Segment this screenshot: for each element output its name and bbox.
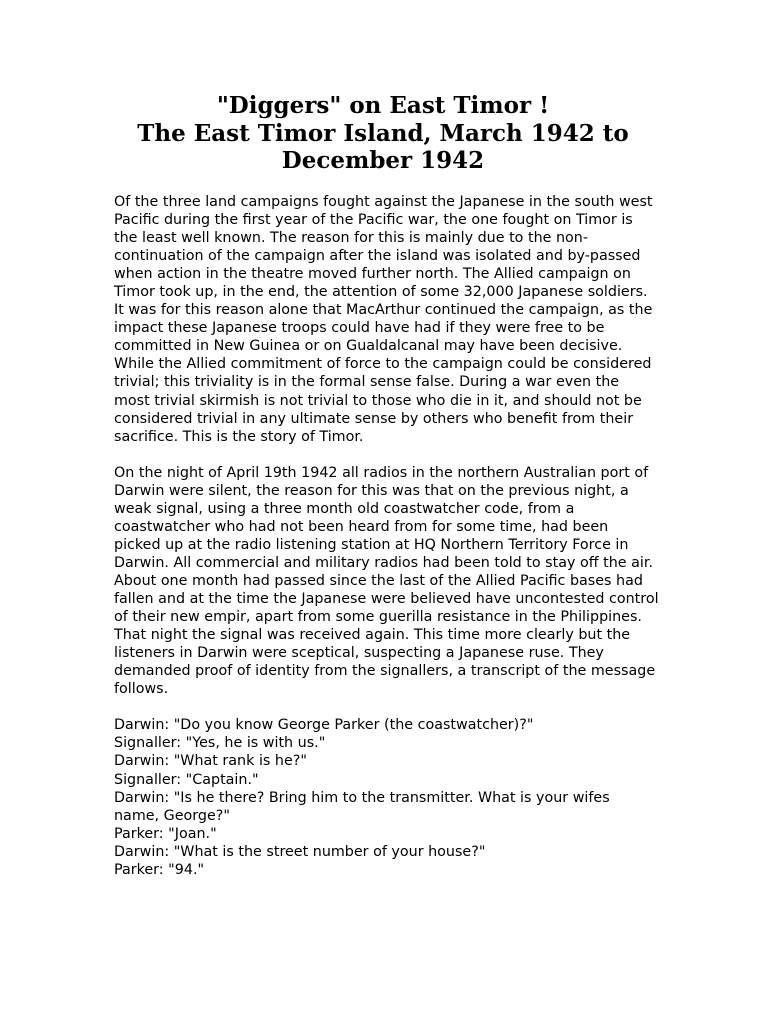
- radio-transcript: [114, 716, 659, 878]
- document-title: [100, 92, 666, 175]
- transcript-line: Darwin: "Do you know George Parker (the coastwatcher)?": [114, 717, 534, 734]
- transcript-line: Darwin: "What is the street number of your house?": [114, 843, 486, 860]
- transcript-line: Signaller: "Captain.": [114, 771, 259, 788]
- transcript-line: Darwin: "What rank is he?": [114, 753, 307, 770]
- title-line: The East Timor Island, March 1942 to: [137, 119, 629, 147]
- transcript-line: Parker: "94.": [114, 861, 205, 878]
- paragraph-darwin-night: On the night of April 19th 1942 all radios in the northern Australian port of Darwin were silent, the reason for this was that on the previous night, a weak signal, using a three month old coastwatcher code, from a coastwatcher who had not been heard from for some time, had been picked up at the radio listening station at HQ Northern Territory Force in Darwin. All commercial and military radios had been told to stay off the air. About one month had passed since the last of the Allied Pacific bases had fallen and at the time the Japanese were believed have uncontested control of their new empir, apart from some guerilla resistance in the Philippines. That night the signal was received again. This time more clearly but the listeners in Darwin were sceptical, suspecting a Japanese ruse. They demanded proof of identity from the signallers, a transcript of the message follows.: [114, 464, 659, 698]
- title-line: December 1942: [281, 147, 485, 174]
- paragraph-intro: Of the three land campaigns fought against the Japanese in the south west Pacific during the first year of the Pacific war, the one fought on Timor is the least well known. The reason for this is mainly due to the non-continuation of the campaign after the island was isolated and by-passed when action in the theatre moved further north. The Allied campaign on Timor took up, in the end, the attention of some 32,000 Japanese soldiers. It was for this reason alone that MacArthur continued the campaign, as the impact these Japanese troops could have had if they were free to be committed in New Guinea or on Gualdalcanal may have been decisive. While the Allied commitment of force to the campaign could be considered trivial; this triviality is in the formal sense false. During a war even the most trivial skirmish is not trivial to those who die in it, and should not be considered trivial in any ultimate sense by others who benefit from their sacrifice. This is the story of Timor.: [114, 194, 653, 445]
- title-line: "Diggers" on East Timor !: [216, 92, 550, 119]
- transcript-line: Darwin: "Is he there? Bring him to the transmitter. What is your wifes name, George?": [114, 789, 610, 824]
- document-body: [114, 193, 659, 879]
- transcript-line: Signaller: "Yes, he is with us.": [114, 735, 326, 752]
- transcript-line: Parker: "Joan.": [114, 825, 217, 842]
